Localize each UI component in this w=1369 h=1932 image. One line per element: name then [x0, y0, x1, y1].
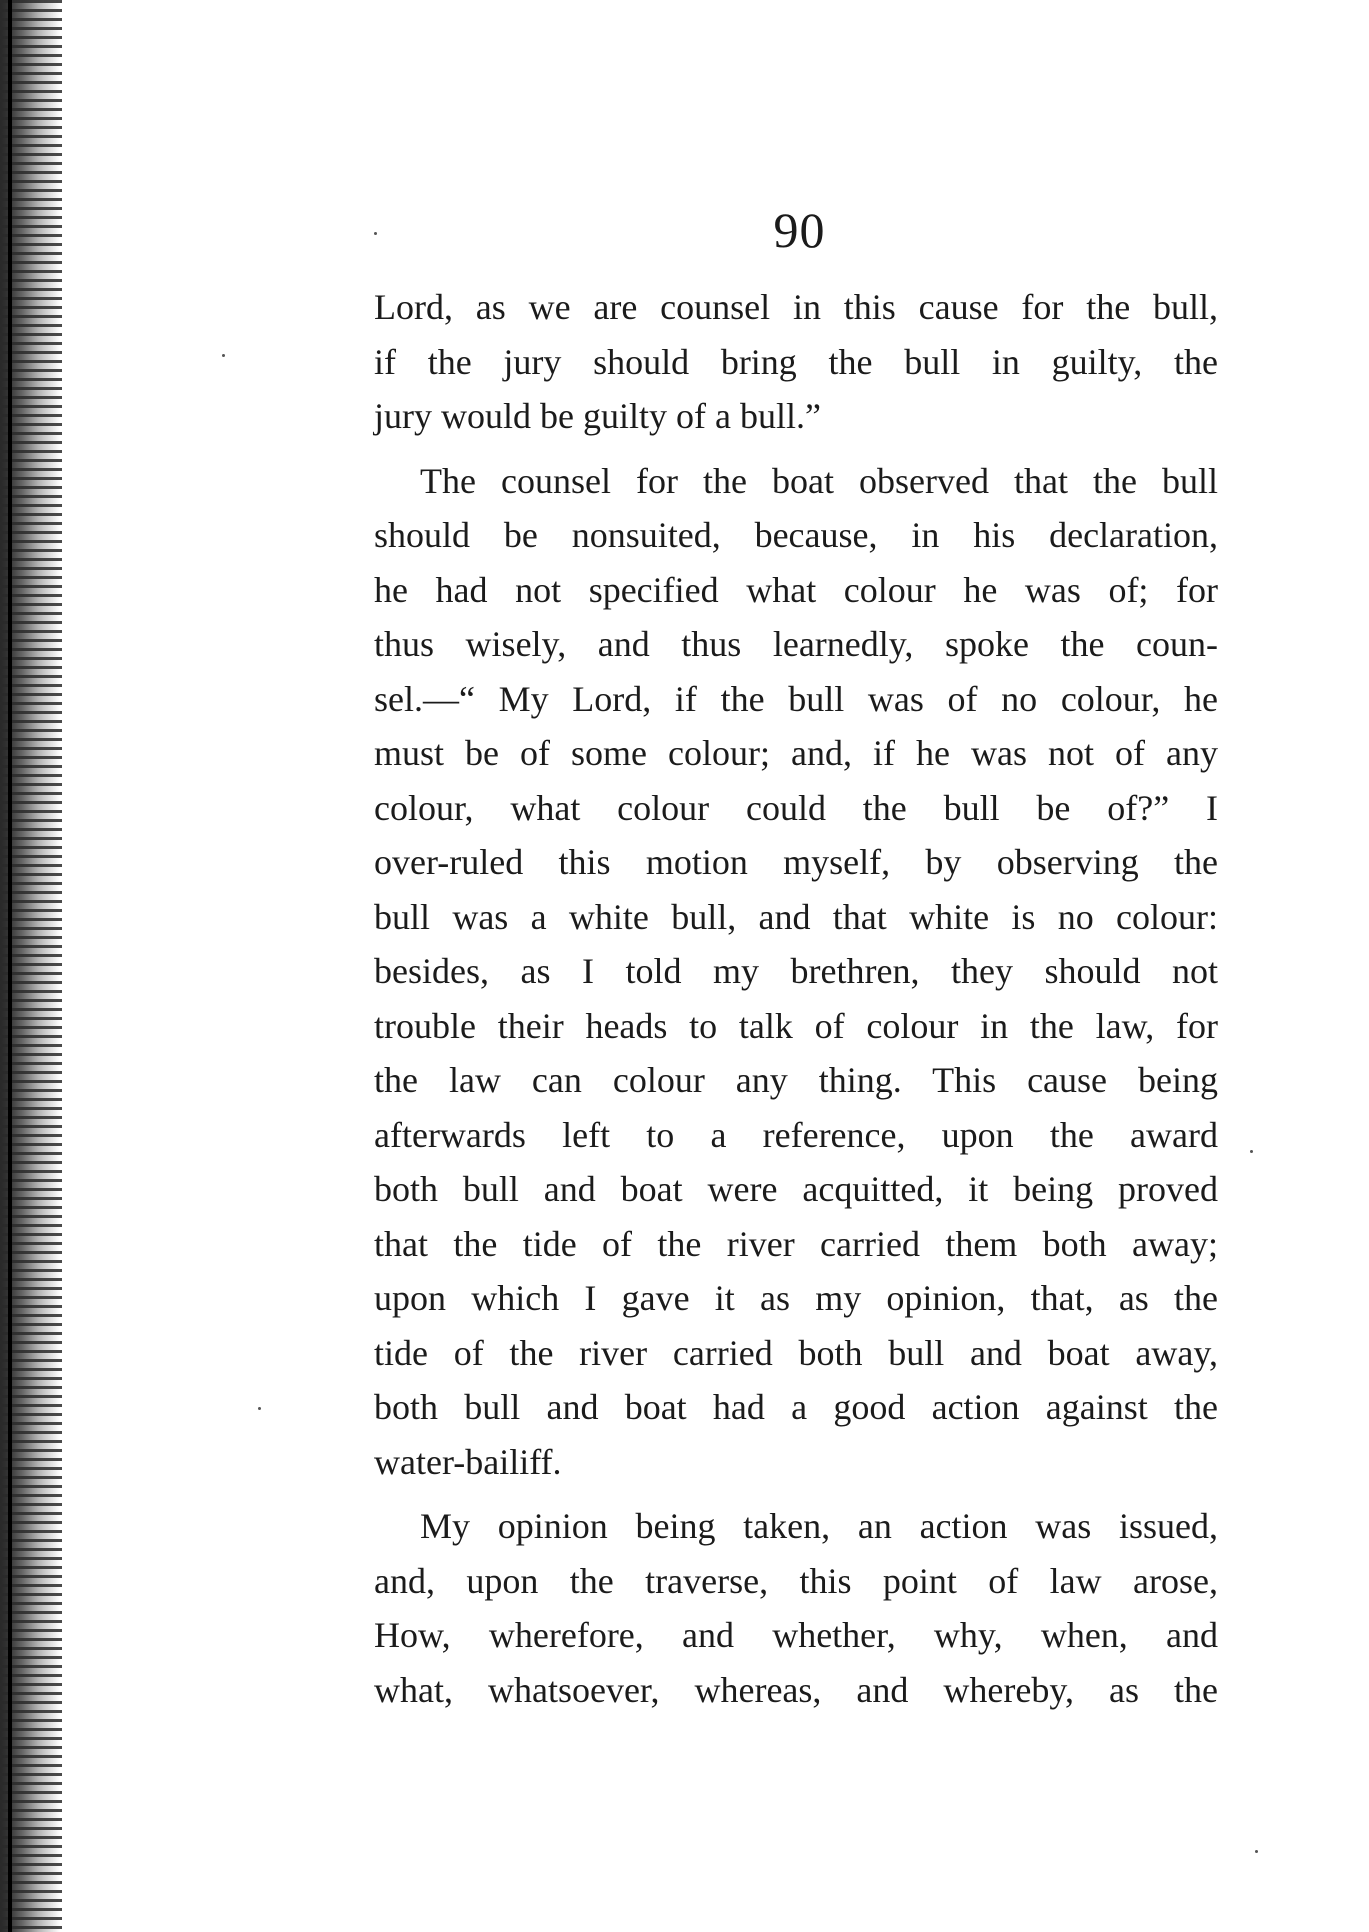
text-line: that the tide of the river carried them both away; [374, 1223, 1218, 1264]
paper-speck [1255, 1850, 1258, 1853]
text-line: should be nonsuited, because, in his declaration, [374, 515, 1218, 555]
text-line: over-ruled this motion myself, by observing the [374, 842, 1218, 882]
paper-speck [222, 354, 225, 357]
text-line: tide of the river carried both bull and boat away, [374, 1332, 1218, 1373]
text-line: colour, what colour could the bull be of?” I [374, 787, 1218, 828]
binding-line [8, 0, 12, 1932]
text-line: and, upon the traverse, this point of law arose, [374, 1560, 1218, 1601]
paragraph-1 [374, 280, 1218, 444]
text-line: water-bailiff. [374, 1441, 562, 1482]
text-line: what, whatsoever, whereas, and whereby, as the [374, 1669, 1218, 1710]
text-line: besides, as I told my brethren, they should not [374, 951, 1218, 991]
text-line: thus wisely, and thus learnedly, spoke the coun- [374, 624, 1218, 664]
text-line: jury would be guilty of a bull.” [374, 396, 821, 436]
text-line: How, wherefore, and whether, why, when, and [374, 1615, 1218, 1655]
text-line: sel.—“ My Lord, if the bull was of no colour, he [374, 678, 1218, 719]
text-line: afterwards left to a reference, upon the award [374, 1114, 1218, 1155]
text-line: if the jury should bring the bull in guilty, the [374, 341, 1218, 382]
text-line: trouble their heads to talk of colour in the law, for [374, 1005, 1218, 1046]
text-line: must be of some colour; and, if he was not of any [374, 733, 1218, 773]
paper-speck [258, 1407, 261, 1410]
page-number: 90 [773, 202, 826, 258]
text-line: My opinion being taken, an action was issued, [420, 1506, 1218, 1546]
text-line: the law can colour any thing. This cause being [374, 1060, 1218, 1100]
body-text [374, 280, 1218, 1717]
text-line: both bull and boat had a good action against the [374, 1387, 1218, 1427]
text-line: he had not specified what colour he was of; for [374, 569, 1218, 610]
text-line: The counsel for the boat observed that the bull [420, 460, 1218, 501]
paragraph-3 [374, 1499, 1218, 1717]
paper-speck [1250, 1150, 1253, 1153]
text-line: upon which I gave it as my opinion, that, as the [374, 1278, 1218, 1318]
text-line: Lord, as we are counsel in this cause for the bull, [374, 287, 1218, 327]
text-line: bull was a white bull, and that white is no colour: [374, 896, 1218, 937]
paragraph-2 [374, 454, 1218, 1490]
text-line: both bull and boat were acquitted, it being proved [374, 1169, 1218, 1209]
